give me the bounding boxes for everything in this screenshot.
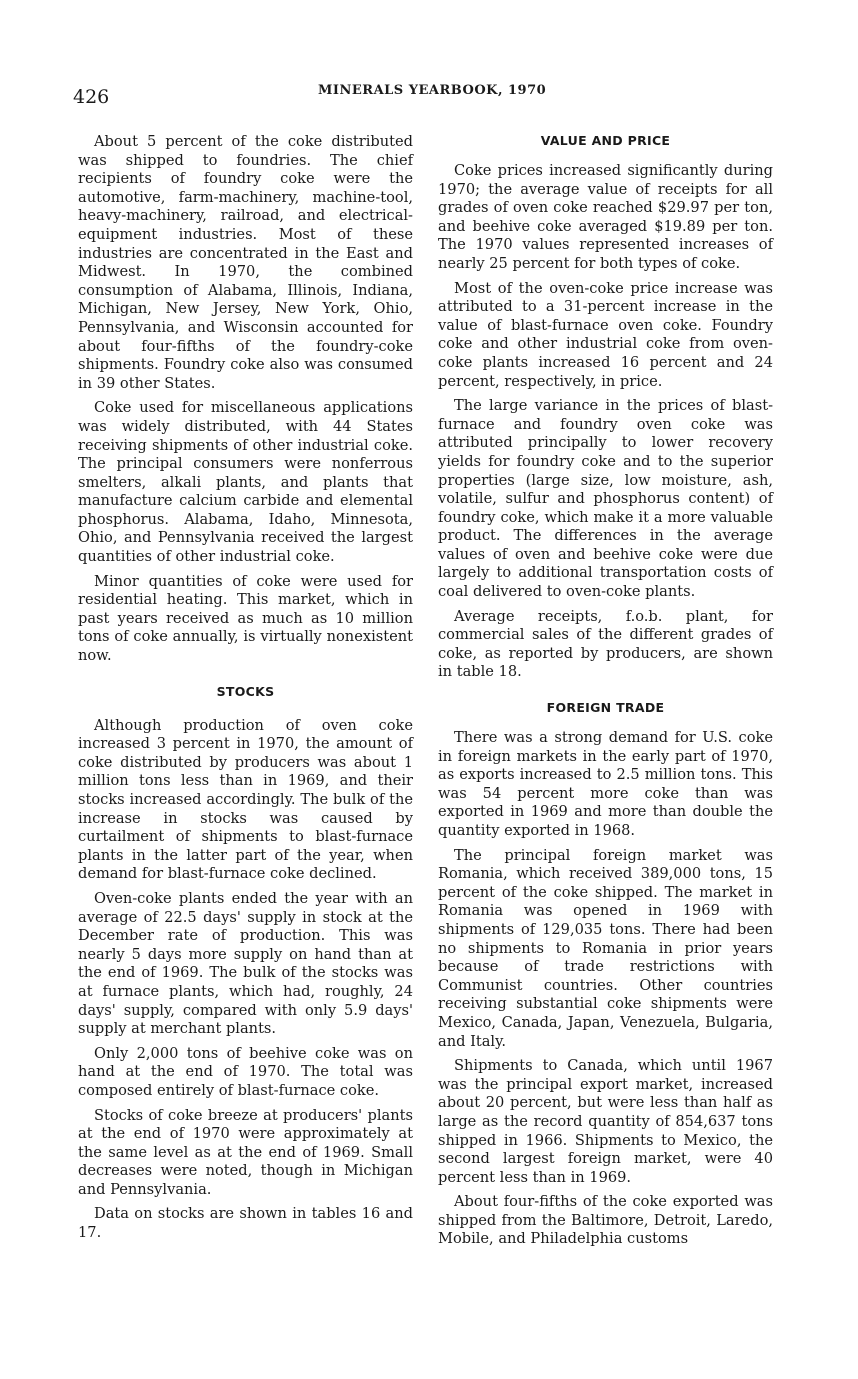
section-heading-stocks: STOCKS — [216, 683, 275, 699]
paragraph-coke-prices: Coke prices increased significantly during 1970; the average value of receipts for all grades of oven coke reached $29.97 per ton, and beehive coke averaged $19.89 per ton. The 1970 values represented increases of nearly 25 percent for both types of coke. — [438, 162, 773, 272]
running-head: MINERALS YEARBOOK, 1970 — [318, 83, 547, 98]
section-heading-value-and-price: VALUE AND PRICE — [540, 133, 671, 148]
paragraph-residential-heating: Minor quantities of coke were used for residential heating. This market, which in past years received as much as 10 million tons of coke annually, is virtually nonexistent now. — [78, 572, 413, 665]
paragraph-export-demand: There was a strong demand for U.S. coke in foreign markets in the early part of 1970, as exports increased to 2.5 million tons. This was 54 percent more coke than was exported in 1969 and more than double the quantity exported in 1968. — [438, 729, 773, 839]
paragraph-miscellaneous-coke: Coke used for miscellaneous applications was widely distributed, with 44 States receiving shipments of other industrial coke. The principal consumers were nonferrous smelters, alkali plants, and plants that manufacture calcium carbide and elemental phosphorus. Alabama, Idaho, Minnesota, Ohio, and Pennsylvania received the largest quantities of other industrial coke. — [78, 399, 413, 566]
paragraph-canada-shipments: Shipments to Canada, which until 1967 was the principal export market, increased about 20 percent, but were less than half as large as the record quantity of 854,637 tons shipped in 1966. Shipments to Mexico, the second largest foreign market, were 40 percent less than in 1969. — [438, 1057, 773, 1186]
left-column — [78, 133, 413, 1249]
paragraph-oven-coke-supply: Oven-coke plants ended the year with an average of 22.5 days' supply in stock at the December rate of production. This was nearly 5 days more supply on hand than at the end of 1969. The bulk of the stocks was at furnace plants, which had, roughly, 24 days' supply, compared with only 5.9 days' supply at merchant plants. — [78, 889, 413, 1038]
paragraph-beehive-stocks: Only 2,000 tons of beehive coke was on hand at the end of 1970. The total was composed entirely of blast-furnace coke. — [78, 1044, 413, 1099]
paragraph-coke-breeze: Stocks of coke breeze at producers' plants at the end of 1970 were approximately at the same level as at the end of 1969. Small decreases were noted, though in Michigan and Pennsylvania. — [78, 1106, 413, 1198]
paragraph-stocks-tables: Data on stocks are shown in tables 16 and 17. — [78, 1205, 413, 1242]
paragraph-average-receipts: Average receipts, f.o.b. plant, for commercial sales of the different grades of coke, as reported by producers, are shown in table 18. — [438, 607, 773, 681]
paragraph-customs-districts: About four-fifths of the coke exported was shipped from the Baltimore, Detroit, Laredo, Mobile, and Philadelphia customs — [438, 1193, 773, 1248]
paragraph-oven-coke-price: Most of the oven-coke price increase was attributed to a 31-percent increase in the value of blast-furnace oven coke. Foundry coke and other industrial coke from oven-coke plants increased 16 percent and 24 percent, respectively, in price. — [438, 279, 773, 390]
paragraph-price-variance: The large variance in the prices of blast-furnace and foundry oven coke was attributed principally to lower recovery yields for foundry coke and to the superior properties (large size, low moisture, ash, volatile, sulfur and phosphorus content) of foundry coke, which make it a more valuable product. The differences in the average values of oven and beehive coke were due largely to additional transportation costs of coal delivered to oven-coke plants. — [438, 397, 773, 601]
paragraph-stocks-increase: Although production of oven coke increased 3 percent in 1970, the amount of coke distributed by producers was about 1 million tons less than in 1969, and their stocks increased accordingly. The bulk of the increase in stocks was caused by curtailment of shipments to blast-furnace plants in the latter part of the year, when demand for blast-furnace coke declined. — [78, 716, 413, 883]
section-heading-foreign-trade: FOREIGN TRADE — [546, 700, 665, 716]
page-number: 426 — [73, 86, 110, 108]
right-column — [438, 133, 773, 1255]
paragraph-foundry-coke: About 5 percent of the coke distributed was shipped to foundries. The chief recipients of foundry coke were the automotive, farm-machinery, machine-tool, heavy-machinery, railroad, and electrical-equipment industries. Most of these industries are concentrated in the East and Midwest. In 1970, the combined consumption of Alabama, Illinois, Indiana, Michigan, New Jersey, New York, Ohio, Pennsylvania, and Wisconsin accounted for about four-fifths of the foundry-coke shipments. Foundry coke also was consumed in 39 other States. — [78, 133, 413, 392]
paragraph-romania-market: The principal foreign market was Romania, which received 389,000 tons, 15 percent of the coke shipped. The market in Romania was opened in 1969 with shipments of 129,035 tons. There had been no shipments to Romania in prior years because of trade restrictions with Communist countries. Other countries receiving substantial coke shipments were Mexico, Canada, Japan, Venezuela, Bulgaria, and Italy. — [438, 846, 773, 1050]
